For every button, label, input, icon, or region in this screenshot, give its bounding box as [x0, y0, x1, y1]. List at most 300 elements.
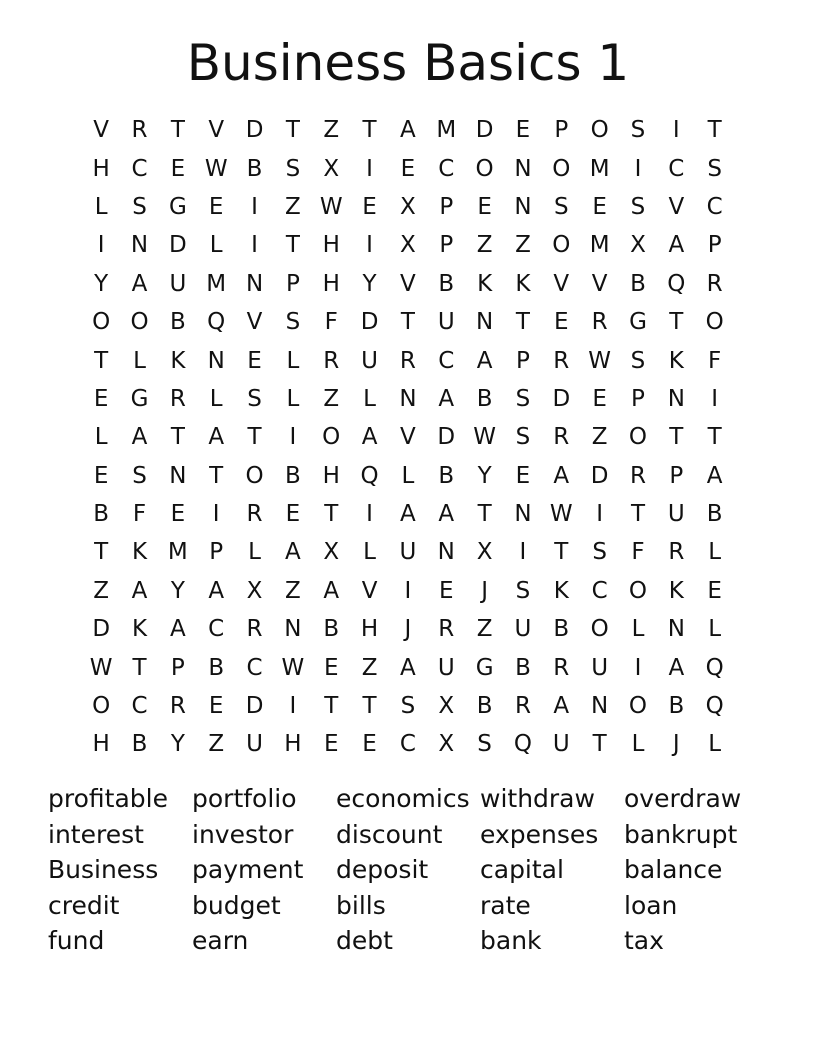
grid-letter: V [246, 309, 263, 336]
grid-letter: B [438, 270, 455, 297]
grid-letter: E [400, 155, 416, 182]
grid-letter: E [592, 193, 607, 220]
grid-letter: R [668, 539, 685, 566]
grid-letter: O [92, 309, 111, 336]
word-list-item: expenses [480, 819, 599, 849]
word-list-item: discount [336, 819, 443, 849]
grid-row [82, 687, 734, 725]
grid-letter: U [591, 654, 609, 681]
grid-letter: K [131, 539, 148, 566]
grid-letter: X [400, 232, 416, 259]
grid-letter: O [92, 693, 111, 720]
grid-row [82, 188, 734, 226]
word-list-item: capital [480, 855, 564, 884]
grid-letter: I [251, 193, 258, 220]
word-bank [48, 781, 788, 959]
word-column [480, 781, 624, 959]
grid-letter: O [245, 462, 264, 489]
grid-letter: T [170, 424, 185, 451]
grid-letter: H [92, 731, 110, 758]
grid-letter: X [438, 693, 455, 720]
grid-letter: T [669, 424, 684, 451]
grid-letter: P [631, 385, 645, 412]
grid-letter: F [631, 539, 645, 566]
grid-letter: M [167, 539, 188, 566]
grid-letter: L [708, 616, 722, 643]
grid-letter: L [631, 616, 645, 643]
grid-letter: I [289, 693, 297, 720]
grid-letter: S [515, 577, 531, 604]
grid-letter: I [404, 577, 412, 604]
grid-letter: H [360, 616, 379, 643]
grid-letter: U [246, 731, 263, 758]
grid-letter: T [285, 117, 300, 144]
grid-letter: E [362, 193, 377, 220]
grid-letter: U [437, 309, 455, 336]
grid-letter: D [590, 462, 609, 489]
word-list-item: economics [336, 784, 470, 813]
grid-letter: N [514, 501, 532, 528]
grid-letter: Z [476, 232, 493, 259]
grid-letter: A [131, 270, 148, 297]
grid-letter: K [131, 616, 148, 643]
grid-letter: L [363, 385, 376, 412]
grid-letter: D [475, 117, 494, 144]
grid-letter: P [707, 232, 722, 259]
grid-letter: J [481, 577, 488, 604]
grid-letter: T [630, 501, 646, 528]
grid-letter: E [323, 654, 339, 681]
grid-letter: V [400, 270, 416, 297]
grid-letter: W [204, 155, 228, 182]
grid-letter: E [554, 309, 569, 336]
grid-letter: E [323, 731, 339, 758]
grid-letter: S [707, 155, 722, 182]
grid-letter: L [631, 731, 645, 758]
page-title: Business Basics 1 [186, 34, 630, 92]
grid-letter: N [245, 270, 264, 297]
grid-letter: Y [170, 731, 185, 758]
grid-letter: T [515, 309, 530, 336]
grid-letter: I [212, 501, 220, 528]
grid-letter: X [246, 577, 263, 604]
grid-letter: E [707, 577, 722, 604]
grid-row [82, 418, 734, 456]
grid-letter: T [669, 309, 684, 336]
grid-letter: R [706, 270, 723, 297]
grid-row [82, 648, 734, 686]
grid-row [82, 265, 734, 303]
grid-letter: D [92, 616, 111, 643]
grid-letter: T [707, 424, 722, 451]
grid-letter: Y [477, 462, 492, 489]
grid-letter: Z [285, 193, 301, 220]
grid-letter: J [404, 616, 412, 643]
grid-letter: R [438, 616, 455, 643]
grid-letter: S [285, 155, 301, 182]
word-list-item: bankrupt [624, 819, 738, 849]
grid-letter: A [706, 462, 723, 489]
grid-letter: B [515, 654, 531, 681]
grid-letter: W [588, 347, 612, 374]
grid-letter: L [209, 232, 223, 259]
grid-letter: E [515, 117, 531, 144]
grid-letter: L [133, 347, 146, 374]
word-list-item: portfolio [192, 784, 297, 813]
grid-letter: T [94, 539, 109, 566]
grid-letter: U [169, 270, 187, 297]
grid-letter: C [668, 155, 685, 182]
grid-letter: P [439, 193, 454, 220]
grid-letter: A [476, 347, 493, 374]
grid-letter: I [596, 501, 604, 528]
grid-letter: N [169, 462, 187, 489]
grid-letter: B [476, 693, 493, 720]
word-list-item: debt [336, 926, 393, 955]
grid-letter: Q [360, 462, 379, 489]
grid-letter: A [668, 232, 685, 259]
grid-row [82, 303, 734, 341]
grid-letter: O [628, 424, 648, 451]
grid-letter: N [667, 385, 685, 412]
grid-letter: R [169, 693, 186, 720]
word-column [624, 781, 768, 959]
word-list-item: rate [480, 890, 531, 920]
grid-letter: U [514, 616, 532, 643]
grid-letter: N [667, 616, 685, 643]
grid-letter: T [362, 693, 377, 720]
grid-letter: C [706, 193, 723, 220]
grid-letter: G [168, 193, 187, 220]
word-list-item: tax [624, 926, 664, 955]
grid-row [82, 341, 734, 379]
grid-letter: E [362, 731, 377, 758]
grid-letter: B [706, 501, 723, 528]
grid-letter: L [248, 539, 261, 566]
word-list-item: budget [192, 890, 281, 920]
grid-letter: P [209, 539, 224, 566]
word-column [48, 781, 192, 959]
grid-letter: Q [207, 309, 226, 336]
grid-letter: B [476, 385, 493, 412]
grid-letter: A [323, 577, 340, 604]
grid-letter: A [553, 462, 570, 489]
grid-row [82, 725, 734, 763]
grid-letter: D [245, 693, 264, 720]
grid-letter: K [668, 347, 684, 374]
grid-letter: Y [362, 270, 377, 297]
grid-letter: Y [170, 577, 185, 604]
grid-letter: N [437, 539, 455, 566]
grid-letter: R [323, 347, 340, 374]
grid-letter: B [323, 616, 340, 643]
grid-letter: W [549, 501, 573, 528]
grid-letter: A [400, 117, 416, 144]
grid-letter: I [366, 501, 373, 528]
grid-letter: I [289, 424, 297, 451]
grid-letter: D [360, 309, 379, 336]
grid-letter: R [246, 501, 263, 528]
grid-letter: B [438, 462, 455, 489]
grid-letter: H [92, 155, 110, 182]
grid-letter: X [630, 232, 646, 259]
grid-letter: S [592, 539, 607, 566]
grid-letter: C [131, 155, 148, 182]
grid-letter: N [399, 385, 417, 412]
grid-letter: F [708, 347, 722, 374]
grid-letter: Z [591, 424, 608, 451]
grid-letter: S [247, 385, 262, 412]
grid-letter: R [131, 117, 148, 144]
grid-letter: S [477, 731, 492, 758]
grid-letter: E [208, 193, 224, 220]
grid-letter: N [130, 232, 149, 259]
word-column [192, 781, 336, 959]
grid-letter: E [208, 693, 224, 720]
grid-letter: D [552, 385, 571, 412]
grid-letter: Q [705, 693, 724, 720]
grid-letter: I [634, 155, 642, 182]
grid-letter: S [630, 347, 646, 374]
grid-letter: N [514, 193, 532, 220]
word-list-item: fund [48, 926, 105, 955]
grid-letter: B [208, 654, 225, 681]
word-list-item: bills [336, 890, 386, 920]
grid-letter: T [592, 731, 607, 758]
grid-letter: B [93, 501, 110, 528]
grid-letter: O [628, 577, 648, 604]
grid-letter: R [399, 347, 416, 374]
grid-letter: P [285, 270, 300, 297]
grid-letter: M [436, 117, 457, 144]
grid-letter: X [323, 539, 340, 566]
grid-letter: I [672, 117, 680, 144]
grid-letter: E [285, 501, 301, 528]
grid-letter: D [437, 424, 456, 451]
grid-letter: T [209, 462, 224, 489]
word-list-item: Business [48, 855, 159, 884]
word-list-item: bank [480, 926, 542, 955]
grid-letter: L [286, 385, 300, 412]
grid-letter: E [247, 347, 262, 374]
grid-letter: X [476, 539, 493, 566]
word-list-item: loan [624, 890, 678, 920]
grid-row [82, 149, 734, 187]
grid-letter: T [132, 654, 147, 681]
grid-letter: Z [476, 616, 493, 643]
grid-letter: X [400, 193, 416, 220]
grid-letter: E [93, 462, 109, 489]
grid-letter: L [209, 385, 223, 412]
grid-letter: S [515, 424, 531, 451]
grid-letter: B [169, 309, 186, 336]
grid-letter: G [629, 309, 647, 336]
grid-letter: N [284, 616, 302, 643]
grid-letter: N [207, 347, 225, 374]
grid-letter: A [131, 577, 148, 604]
grid-letter: N [514, 155, 532, 182]
grid-letter: W [281, 654, 305, 681]
grid-letter: O [590, 616, 609, 643]
grid-letter: T [707, 117, 722, 144]
grid-letter: Z [361, 654, 378, 681]
grid-letter: N [591, 693, 609, 720]
grid-letter: U [399, 539, 417, 566]
grid-letter: S [630, 117, 646, 144]
grid-letter: E [93, 385, 109, 412]
grid-letter: Z [208, 731, 225, 758]
grid-letter: P [439, 232, 454, 259]
grid-letter: K [477, 270, 493, 297]
grid-letter: M [206, 270, 227, 297]
grid-letter: A [400, 654, 416, 681]
grid-letter: L [286, 347, 300, 374]
grid-letter: S [553, 193, 569, 220]
grid-letter: K [668, 577, 684, 604]
grid-letter: C [399, 731, 416, 758]
grid-letter: L [401, 462, 415, 489]
grid-letter: W [473, 424, 496, 451]
grid-letter: V [400, 424, 416, 451]
grid-letter: E [170, 501, 186, 528]
grid-row [82, 572, 734, 610]
grid-letter: C [208, 616, 225, 643]
grid-letter: R [553, 424, 570, 451]
grid-letter: E [170, 155, 186, 182]
grid-letter: I [519, 539, 527, 566]
grid-letter: Q [705, 654, 724, 681]
grid-letter: I [711, 385, 719, 412]
grid-letter: T [554, 539, 569, 566]
grid-letter: I [366, 155, 373, 182]
grid-letter: A [438, 501, 455, 528]
grid-letter: Q [667, 270, 686, 297]
grid-letter: A [668, 654, 685, 681]
grid-letter: I [366, 232, 373, 259]
grid-letter: O [475, 155, 494, 182]
grid-letter: U [552, 731, 570, 758]
grid-letter: R [169, 385, 186, 412]
grid-row [82, 111, 734, 149]
grid-letter: O [705, 309, 724, 336]
grid-letter: R [553, 654, 570, 681]
grid-letter: Z [285, 577, 301, 604]
grid-letter: H [322, 462, 340, 489]
grid-letter: A [400, 501, 416, 528]
grid-letter: V [553, 270, 570, 297]
grid-letter: V [208, 117, 225, 144]
grid-letter: T [324, 693, 339, 720]
grid-letter: L [363, 539, 376, 566]
grid-row [82, 610, 734, 648]
word-list-item: balance [624, 855, 723, 884]
grid-letter: K [170, 347, 186, 374]
grid-letter: Q [513, 731, 532, 758]
grid-letter: C [438, 347, 455, 374]
grid-letter: P [516, 347, 530, 374]
grid-letter: K [515, 270, 531, 297]
word-list-item: payment [192, 855, 304, 884]
grid-letter: Z [515, 232, 531, 259]
word-list-item: overdraw [624, 784, 742, 813]
word-list-item: investor [192, 819, 294, 849]
word-column [336, 781, 480, 959]
grid-letter: B [131, 731, 148, 758]
grid-letter: E [477, 193, 492, 220]
grid-letter: P [170, 654, 185, 681]
grid-letter: B [553, 616, 570, 643]
grid-letter: U [667, 501, 685, 528]
grid-letter: I [97, 232, 105, 259]
word-list-item: deposit [336, 855, 429, 884]
grid-letter: H [322, 270, 340, 297]
grid-letter: L [94, 424, 108, 451]
grid-letter: T [362, 117, 377, 144]
grid-letter: C [438, 155, 455, 182]
grid-letter: P [669, 462, 684, 489]
grid-letter: A [553, 693, 570, 720]
word-list-item: interest [48, 819, 144, 849]
grid-letter: Z [93, 577, 110, 604]
grid-letter: L [708, 539, 722, 566]
grid-letter: X [323, 155, 340, 182]
grid-letter: T [477, 501, 492, 528]
grid-letter: A [131, 424, 148, 451]
grid-letter: S [132, 193, 147, 220]
grid-letter: O [628, 693, 648, 720]
grid-letter: T [170, 117, 185, 144]
grid-letter: W [319, 193, 343, 220]
grid-letter: T [285, 232, 300, 259]
grid-letter: D [245, 117, 264, 144]
word-list-item: credit [48, 890, 120, 920]
grid-letter: E [515, 462, 531, 489]
grid-row [82, 495, 734, 533]
grid-row [82, 533, 734, 571]
grid-letter: P [554, 117, 569, 144]
grid-letter: G [475, 654, 494, 681]
grid-letter: A [285, 539, 301, 566]
grid-row [82, 457, 734, 495]
grid-letter: Z [323, 117, 340, 144]
grid-letter: A [438, 385, 455, 412]
grid-letter: R [591, 309, 608, 336]
grid-letter: F [324, 309, 338, 336]
grid-letter: S [515, 385, 531, 412]
grid-letter: U [437, 654, 455, 681]
grid-row [82, 380, 734, 418]
grid-letter: R [514, 693, 531, 720]
grid-letter: F [132, 501, 147, 528]
grid-letter: S [285, 309, 301, 336]
grid-letter: Z [323, 385, 340, 412]
grid-letter: Y [94, 270, 109, 297]
grid-letter: I [634, 654, 642, 681]
grid-letter: T [94, 347, 109, 374]
grid-letter: A [361, 424, 378, 451]
grid-letter: C [131, 693, 148, 720]
word-list-item: profitable [48, 784, 168, 813]
grid-letter: A [208, 424, 225, 451]
grid-letter: R [629, 462, 646, 489]
grid-letter: X [438, 731, 455, 758]
grid-letter: S [400, 693, 416, 720]
grid-letter: I [251, 232, 258, 259]
grid-letter: W [89, 654, 113, 681]
grid-letter: R [553, 347, 570, 374]
grid-letter: T [247, 424, 262, 451]
grid-letter: S [630, 193, 646, 220]
